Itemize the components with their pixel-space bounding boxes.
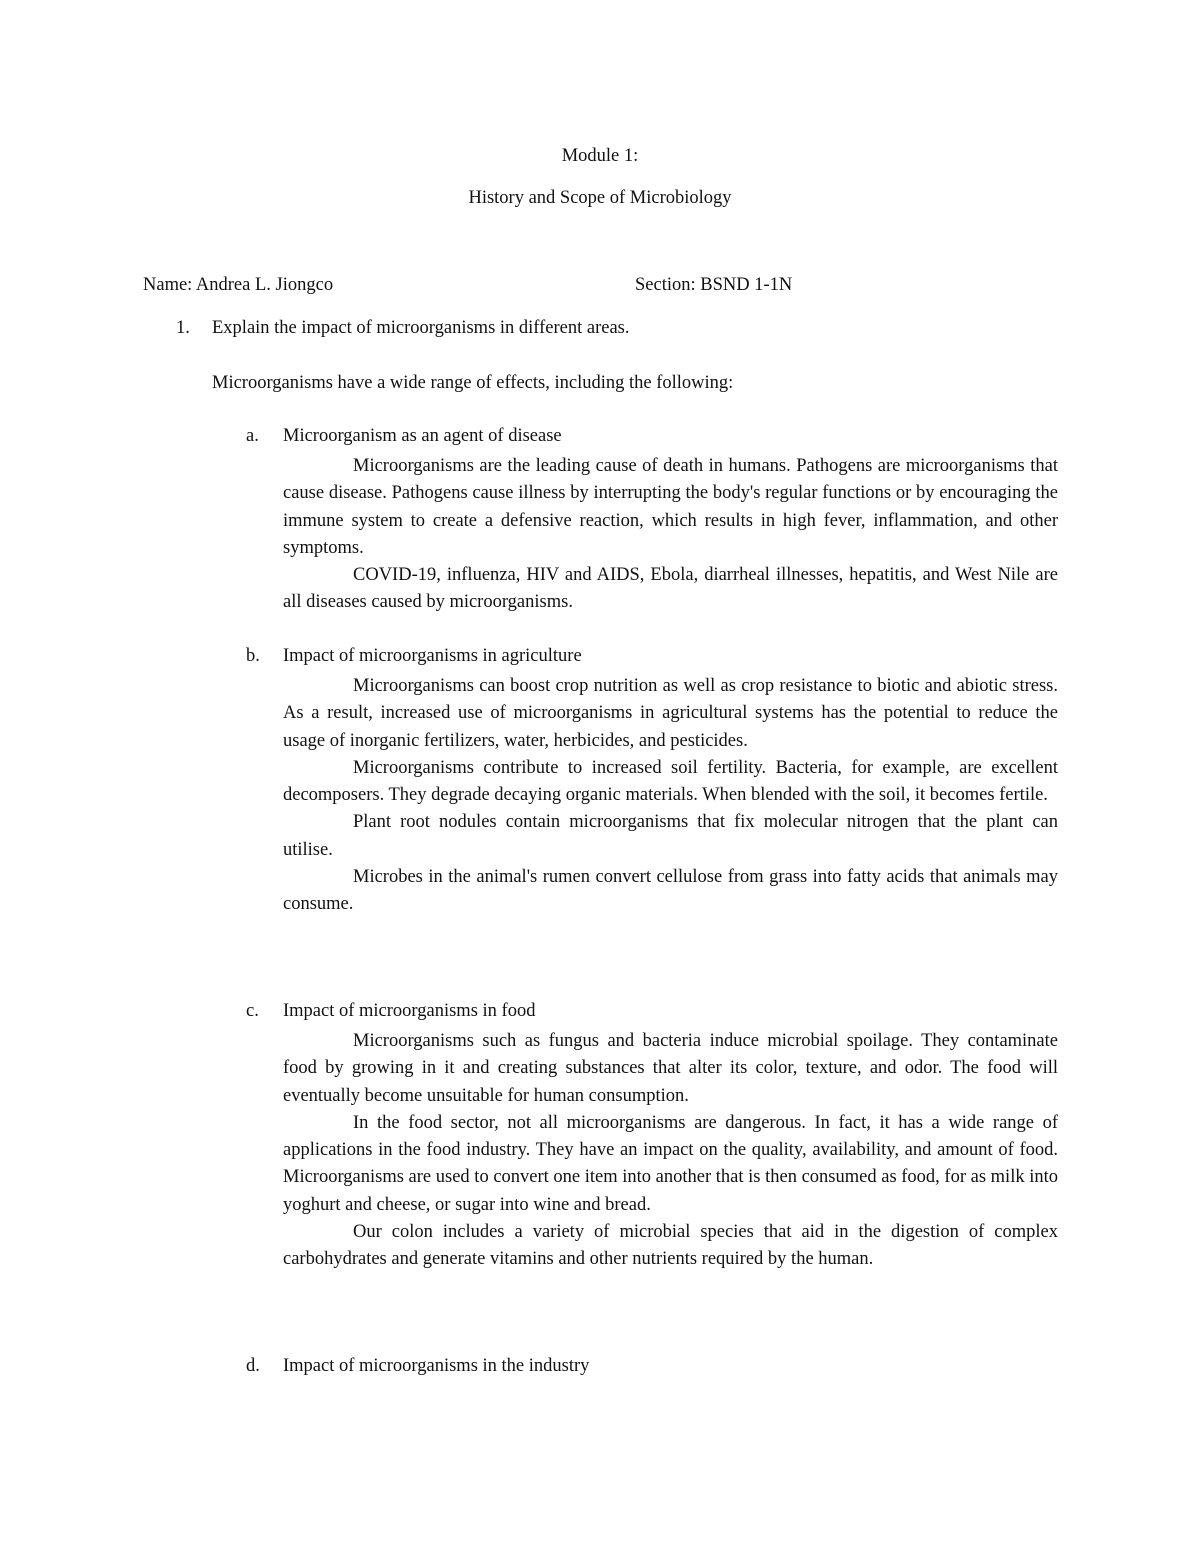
item-letter: a. [246, 426, 259, 446]
question-number: 1. [176, 318, 190, 338]
document-title: History and Scope of Microbiology [468, 188, 732, 208]
paragraph: Microorganisms can boost crop nutrition as well as crop resistance to biotic and abiotic stress. As a result, increased use of microorganisms in agricultural systems has the potential to reduce the usage of inorganic fertilizers, water, herbicides, and pesticides. [283, 676, 1058, 751]
paragraph: COVID-19, influenza, HIV and AIDS, Ebola, diarrheal illnesses, hepatitis, and West Nile are all diseases caused by microorganisms. [283, 565, 1058, 613]
item-heading: Impact of microorganisms in food [283, 1001, 536, 1021]
item-body [283, 673, 1058, 919]
item-letter: b. [246, 646, 260, 666]
answer-intro: Microorganisms have a wide range of effects, including the following: [212, 373, 734, 393]
module-heading: Module 1: [561, 146, 639, 166]
paragraph: Microorganisms contribute to increased soil fertility. Bacteria, for example, are excellent decomposers. They degrade decaying organic materials. When blended with the soil, it becomes fertile. [283, 757, 1058, 806]
item-heading: Microorganism as an agent of disease [283, 426, 562, 446]
item-body [283, 453, 1058, 617]
paragraph: Our colon includes a variety of microbial species that aid in the digestion of complex carbohydrates and generate vitamins and other nutrients required by the human. [283, 1222, 1058, 1270]
student-section: Section: BSND 1-1N [635, 275, 793, 295]
item-letter: d. [246, 1356, 260, 1376]
paragraph: Microbes in the animal's rumen convert cellulose from grass into fatty acids that animals may consume. [283, 867, 1058, 915]
item-heading: Impact of microorganisms in agriculture [283, 646, 582, 666]
paragraph: Microorganisms are the leading cause of death in humans. Pathogens are microorganisms that cause disease. Pathogens cause illness by interrupting the body's regular functions or by encouraging the immune system to create a defensive reaction, which results in high fever, inflammation, and other symptoms. [283, 456, 1058, 558]
paragraph: Microorganisms such as fungus and bacteria induce microbial spoilage. They contaminate food by growing in it and creating substances that alter its color, texture, and odor. The food will eventually become unsuitable for human consumption. [283, 1031, 1058, 1106]
item-letter: c. [246, 1001, 259, 1021]
student-name: Name: Andrea L. Jiongco [143, 275, 334, 295]
item-heading: Impact of microorganisms in the industry [283, 1356, 590, 1376]
item-body [283, 1028, 1058, 1274]
question-text: Explain the impact of microorganisms in different areas. [212, 318, 630, 338]
paragraph: Plant root nodules contain microorganisms that fix molecular nitrogen that the plant can utilise. [283, 812, 1058, 860]
paragraph: In the food sector, not all microorganisms are dangerous. In fact, it has a wide range of applications in the food industry. They have an impact on the quality, availability, and amount of food. Microorganisms are used to convert one item into another that is then consumed as food, for as milk into yoghurt and cheese, or sugar into wine and bread. [283, 1112, 1058, 1215]
